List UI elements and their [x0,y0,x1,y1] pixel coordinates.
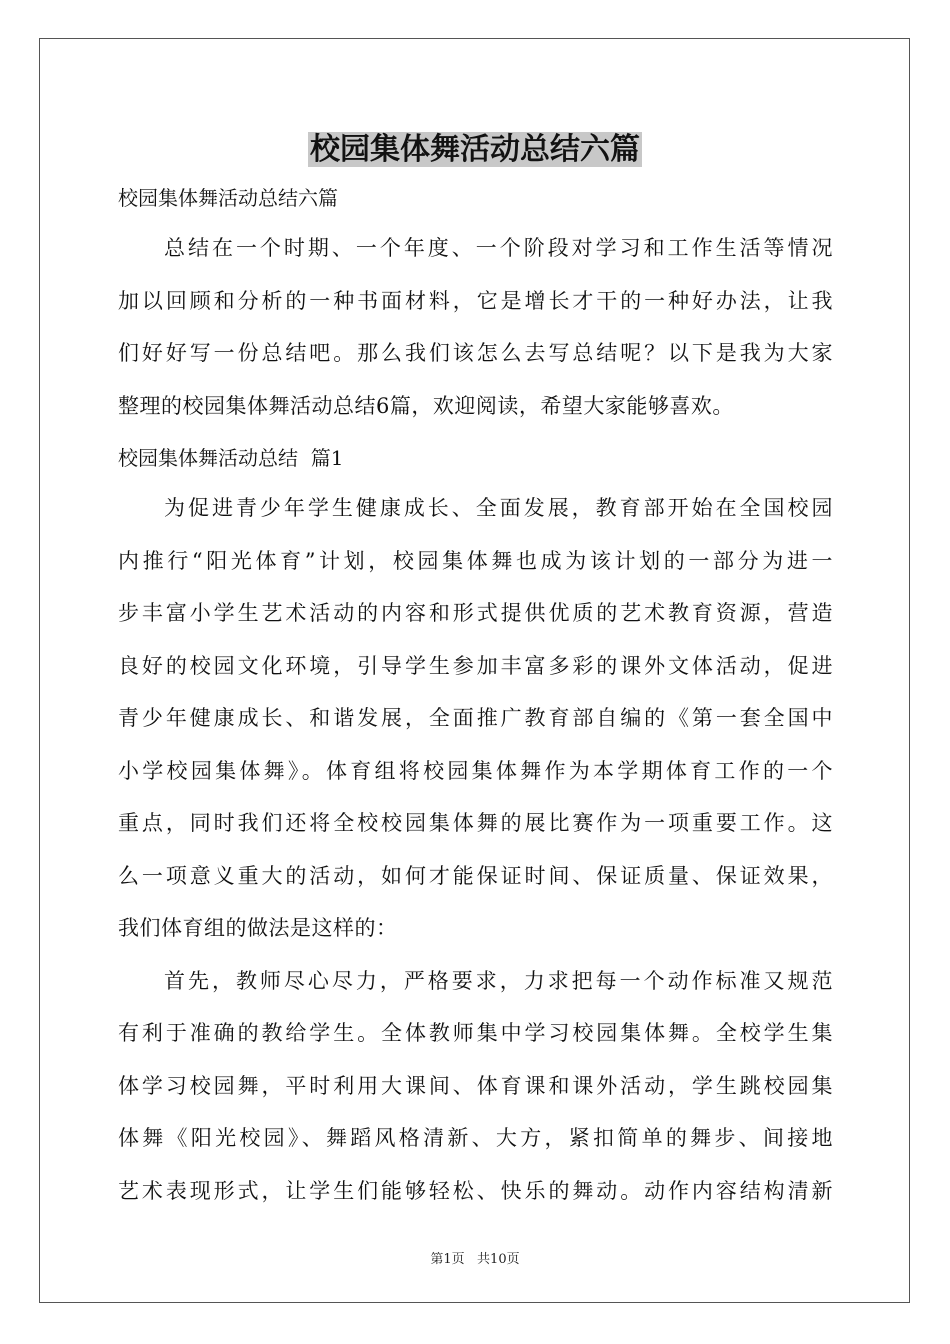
paragraph-line: 体舞《阳光校园》、舞蹈风格清新、大方，紧扣简单的舞步、间接地 [118,1126,833,1150]
paragraph-line: 内推行“阳光体育”计划，校园集体舞也成为该计划的一部分为进一 [118,548,833,573]
intro-line: 总结在一个时期、一个年度、一个阶段对学习和工作生活等情况 [164,236,833,260]
paragraph-line: 艺术表现形式，让学生们能够轻松、快乐的舞动。动作内容结构清新 [118,1178,833,1203]
paragraph-line: 青少年健康成长、和谐发展，全面推广教育部自编的《第一套全国中 [118,706,833,730]
intro-line: 整理的校园集体舞活动总结6篇，欢迎阅读，希望大家能够喜欢。 [118,393,734,418]
page-number: 第1页 共10页 [430,1252,520,1267]
paragraph-line: 为促进青少年学生健康成长、全面发展，教育部开始在全国校园 [164,496,833,520]
paragraph-line: 我们体育组的做法是这样的： [118,916,398,940]
document-title [0,128,950,172]
document-title-text: 校园集体舞活动总结六篇 [310,132,640,167]
paragraph-line: 良好的校园文化环境，引导学生参加丰富多彩的课外文体活动，促进 [118,653,833,678]
section-heading: 校园集体舞活动总结 篇1 [118,446,344,470]
document-body [118,178,833,1223]
paragraph-line: 首先，教师尽心尽力，严格要求，力求把每一个动作标准又规范 [164,968,833,993]
paragraph-line: 体学习校园舞，平时利用大课间、体育课和课外活动，学生跳校园集 [118,1073,833,1098]
page-footer [0,1248,950,1267]
paragraph-line: 重点，同时我们还将全校校园集体舞的展比赛作为一项重要工作。这 [118,811,833,835]
intro-line: 们好好写一份总结吧。那么我们该怎么去写总结呢？以下是我为大家 [118,341,833,365]
paragraph-line: 么一项意义重大的活动，如何才能保证时间、保证质量、保证效果， [118,863,833,888]
paragraph-line: 小学校园集体舞》。体育组将校园集体舞作为本学期体育工作的一个 [118,758,833,783]
subtitle-line: 校园集体舞活动总结六篇 [118,186,338,210]
intro-line: 加以回顾和分析的一种书面材料，它是增长才干的一种好办法，让我 [118,288,833,313]
paragraph-line: 有利于准确的教给学生。全体教师集中学习校园集体舞。全校学生集 [118,1021,833,1045]
paragraph-line: 步丰富小学生艺术活动的内容和形式提供优质的艺术教育资源，营造 [118,601,833,625]
